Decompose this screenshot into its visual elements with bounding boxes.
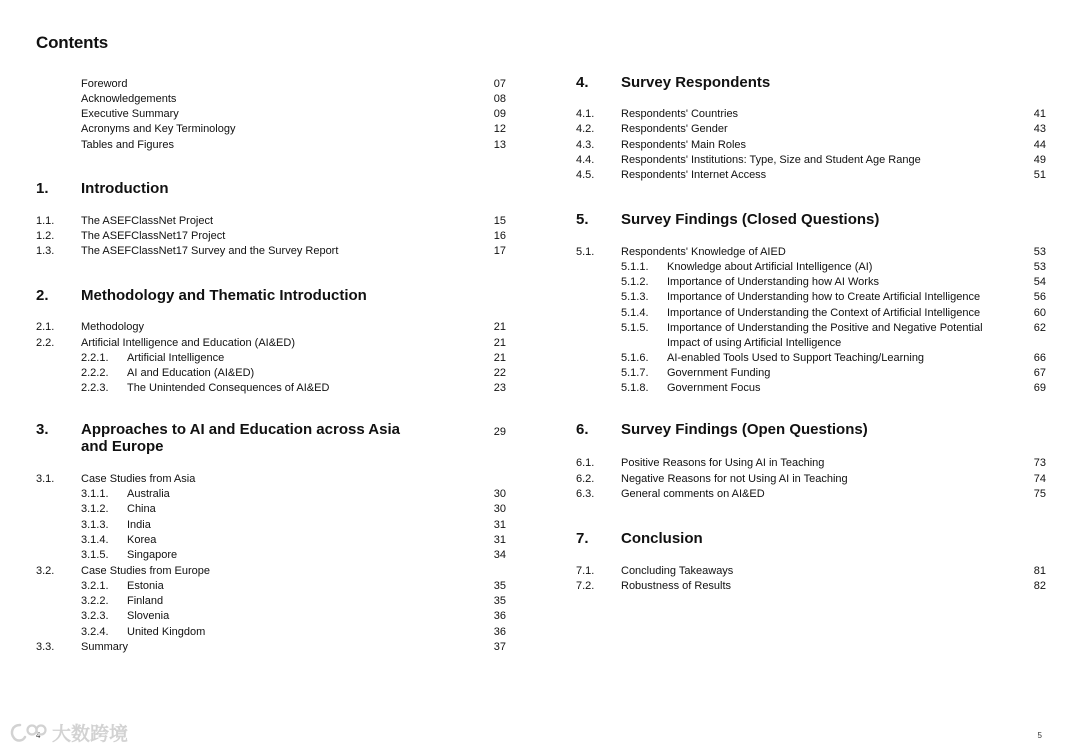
entry-page: 22: [493, 367, 506, 379]
entry-number: 4.2.: [576, 123, 595, 135]
entry-title: Importance of Understanding how to Create Artificial Intelligence: [667, 291, 981, 303]
entry-title: General comments on AI&ED: [621, 488, 765, 500]
page-number-right: 5: [1037, 731, 1042, 740]
entry-number: 2.1.: [36, 321, 55, 333]
watermark-text: 大数跨境: [52, 724, 129, 745]
entry-title: Respondents' Countries: [621, 108, 739, 120]
entry-title: United Kingdom: [127, 626, 206, 638]
entry-number: 5.1.2.: [621, 276, 649, 288]
entry-page: 21: [493, 321, 506, 333]
entry-title: Acronyms and Key Terminology: [81, 123, 236, 135]
entry-number: 5.1.4.: [621, 307, 649, 319]
entry-number: 3.1.5.: [81, 549, 109, 561]
entry-page: 13: [493, 139, 506, 151]
chapter-number: 6.: [576, 421, 589, 438]
entry-title: Foreword: [81, 78, 128, 90]
entry-title: Knowledge about Artificial Intelligence (AI): [667, 261, 873, 273]
entry-page: 67: [1033, 367, 1046, 379]
entry-title: Australia: [127, 488, 170, 500]
chapter-number: 7.: [576, 530, 589, 547]
entry-title: India: [127, 519, 151, 531]
entry-number: 2.2.: [36, 337, 55, 349]
entry-title: Artificial Intelligence and Education (AI&ED): [81, 337, 295, 349]
chapter-title: Survey Findings (Closed Questions): [621, 211, 880, 228]
entry-title: Negative Reasons for not Using AI in Teaching: [621, 473, 848, 485]
entry-number: 3.1.2.: [81, 503, 109, 515]
entry-title: Methodology: [81, 321, 144, 333]
watermark: [8, 719, 128, 746]
entry-number: 4.5.: [576, 169, 595, 181]
toc-right-column: [576, 0, 1046, 752]
entry-number: 2.2.1.: [81, 352, 109, 364]
entry-page: 43: [1033, 123, 1046, 135]
entry-page: 66: [1033, 352, 1046, 364]
chapter-number: 3.: [36, 421, 49, 438]
entry-page: 75: [1033, 488, 1046, 500]
entry-title: Singapore: [127, 549, 178, 561]
entry-title: Case Studies from Asia: [81, 473, 196, 485]
entry-title: China: [127, 503, 156, 515]
entry-number: 2.2.3.: [81, 382, 109, 394]
entry-page: 30: [493, 503, 506, 515]
chapter-title: Survey Respondents: [621, 74, 771, 91]
entry-number: 6.2.: [576, 473, 595, 485]
entry-title: Importance of Understanding the Context of Artificial Intelligence: [667, 307, 981, 319]
entry-page: 34: [493, 549, 506, 561]
entry-title: Respondents' Gender: [621, 123, 728, 135]
entry-number: 7.2.: [576, 580, 595, 592]
entry-page: 41: [1033, 108, 1046, 120]
chapter-title: Approaches to AI and Education across Asia and Europe: [81, 421, 400, 455]
entry-page: 09: [493, 108, 506, 120]
entry-number: 3.2.4.: [81, 626, 109, 638]
entry-number: 5.1.8.: [621, 382, 649, 394]
entry-number: 5.1.: [576, 246, 595, 258]
entry-page: 54: [1033, 276, 1046, 288]
entry-number: 4.4.: [576, 154, 595, 166]
entry-page: 30: [493, 488, 506, 500]
entry-title: Respondents' Internet Access: [621, 169, 767, 181]
chapter-title: Methodology and Thematic Introduction: [81, 287, 367, 304]
entry-number: 5.1.6.: [621, 352, 649, 364]
entry-page: 36: [493, 626, 506, 638]
entry-page: 82: [1033, 580, 1046, 592]
page-number-left: 4: [36, 731, 41, 740]
entry-page: 15: [493, 215, 506, 227]
entry-number: 4.1.: [576, 108, 595, 120]
entry-title: Government Funding: [667, 367, 771, 379]
entry-number: 6.3.: [576, 488, 595, 500]
entry-page: 36: [493, 610, 506, 622]
entry-page: 69: [1033, 382, 1046, 394]
entry-title: AI and Education (AI&ED): [127, 367, 255, 379]
entry-page: 16: [493, 230, 506, 242]
entry-page: 21: [493, 337, 506, 349]
entry-page: 37: [493, 641, 506, 653]
entry-title: AI-enabled Tools Used to Support Teaching/Learning: [667, 352, 925, 364]
entry-number: 3.1.1.: [81, 488, 109, 500]
watermark-logo-icon: [8, 721, 48, 745]
entry-number: 1.3.: [36, 245, 55, 257]
entry-number: 3.1.: [36, 473, 55, 485]
entry-page: 49: [1033, 154, 1046, 166]
entry-number: 3.2.3.: [81, 610, 109, 622]
entry-page: 07: [493, 78, 506, 90]
entry-title: Positive Reasons for Using AI in Teaching: [621, 457, 825, 469]
entry-number: 2.2.2.: [81, 367, 109, 379]
chapter-number: 2.: [36, 287, 49, 304]
entry-page: 44: [1033, 139, 1046, 151]
entry-title: Importance of Understanding how AI Works: [667, 276, 879, 288]
entry-number: 3.3.: [36, 641, 55, 653]
entry-title: The ASEFClassNet Project: [81, 215, 214, 227]
entry-page: 74: [1033, 473, 1046, 485]
entry-number: 5.1.1.: [621, 261, 649, 273]
entry-title: Robustness of Results: [621, 580, 732, 592]
entry-title: Government Focus: [667, 382, 761, 394]
chapter-title: Introduction: [81, 180, 169, 197]
entry-number: 3.1.3.: [81, 519, 109, 531]
entry-number: 5.1.7.: [621, 367, 649, 379]
entry-page: 31: [493, 519, 506, 531]
entry-title: The ASEFClassNet17 Project: [81, 230, 226, 242]
entry-title: Respondents' Knowledge of AIED: [621, 246, 786, 258]
entry-title: Slovenia: [127, 610, 170, 622]
entry-page: 35: [493, 595, 506, 607]
entry-title: Impact of using Artificial Intelligence: [667, 337, 842, 349]
entry-title: Finland: [127, 595, 164, 607]
entry-number: 3.2.2.: [81, 595, 109, 607]
entry-title: Acknowledgements: [81, 93, 177, 105]
entry-title: Estonia: [127, 580, 164, 592]
entry-page: 08: [493, 93, 506, 105]
entry-title: Executive Summary: [81, 108, 179, 120]
chapter-number: 5.: [576, 211, 589, 228]
entry-number: 5.1.3.: [621, 291, 649, 303]
entry-title: The ASEFClassNet17 Survey and the Survey Report: [81, 245, 339, 257]
entry-number: 3.2.1.: [81, 580, 109, 592]
entry-number: 4.3.: [576, 139, 595, 151]
entry-title: Concluding Takeaways: [621, 565, 734, 577]
entry-page: 23: [493, 382, 506, 394]
entry-number: 5.1.5.: [621, 322, 649, 334]
entry-page: 60: [1033, 307, 1046, 319]
entry-number: 1.1.: [36, 215, 55, 227]
entry-page: 21: [493, 352, 506, 364]
chapter-page: 29: [493, 426, 506, 438]
entry-page: 51: [1033, 169, 1046, 181]
chapter-number: 4.: [576, 74, 589, 91]
entry-page: 12: [493, 123, 506, 135]
entry-title: Case Studies from Europe: [81, 565, 211, 577]
entry-title: The Unintended Consequences of AI&ED: [127, 382, 330, 394]
entry-page: 53: [1033, 261, 1046, 273]
entry-page: 73: [1033, 457, 1046, 469]
entry-page: 56: [1033, 291, 1046, 303]
entry-page: 31: [493, 534, 506, 546]
entry-title: Importance of Understanding the Positive and Negative Potential: [667, 322, 983, 334]
entry-title: Tables and Figures: [81, 139, 174, 151]
entry-number: 6.1.: [576, 457, 595, 469]
entry-page: 17: [493, 245, 506, 257]
chapter-title: Conclusion: [621, 530, 703, 547]
entry-page: 35: [493, 580, 506, 592]
entry-title: Artificial Intelligence: [127, 352, 225, 364]
entry-title: Respondents' Main Roles: [621, 139, 747, 151]
entry-title: Korea: [127, 534, 157, 546]
entry-page: 53: [1033, 246, 1046, 258]
entry-title: Respondents' Institutions: Type, Size and Student Age Range: [621, 154, 921, 166]
chapter-title: Survey Findings (Open Questions): [621, 421, 868, 438]
entry-page: 62: [1033, 322, 1046, 334]
entry-number: 3.2.: [36, 565, 55, 577]
toc-left-column: [36, 0, 506, 752]
entry-number: 1.2.: [36, 230, 55, 242]
entry-number: 3.1.4.: [81, 534, 109, 546]
chapter-number: 1.: [36, 180, 49, 197]
page-title: Contents: [36, 33, 109, 52]
entry-number: 7.1.: [576, 565, 595, 577]
entry-page: 81: [1033, 565, 1046, 577]
entry-title: Summary: [81, 641, 129, 653]
